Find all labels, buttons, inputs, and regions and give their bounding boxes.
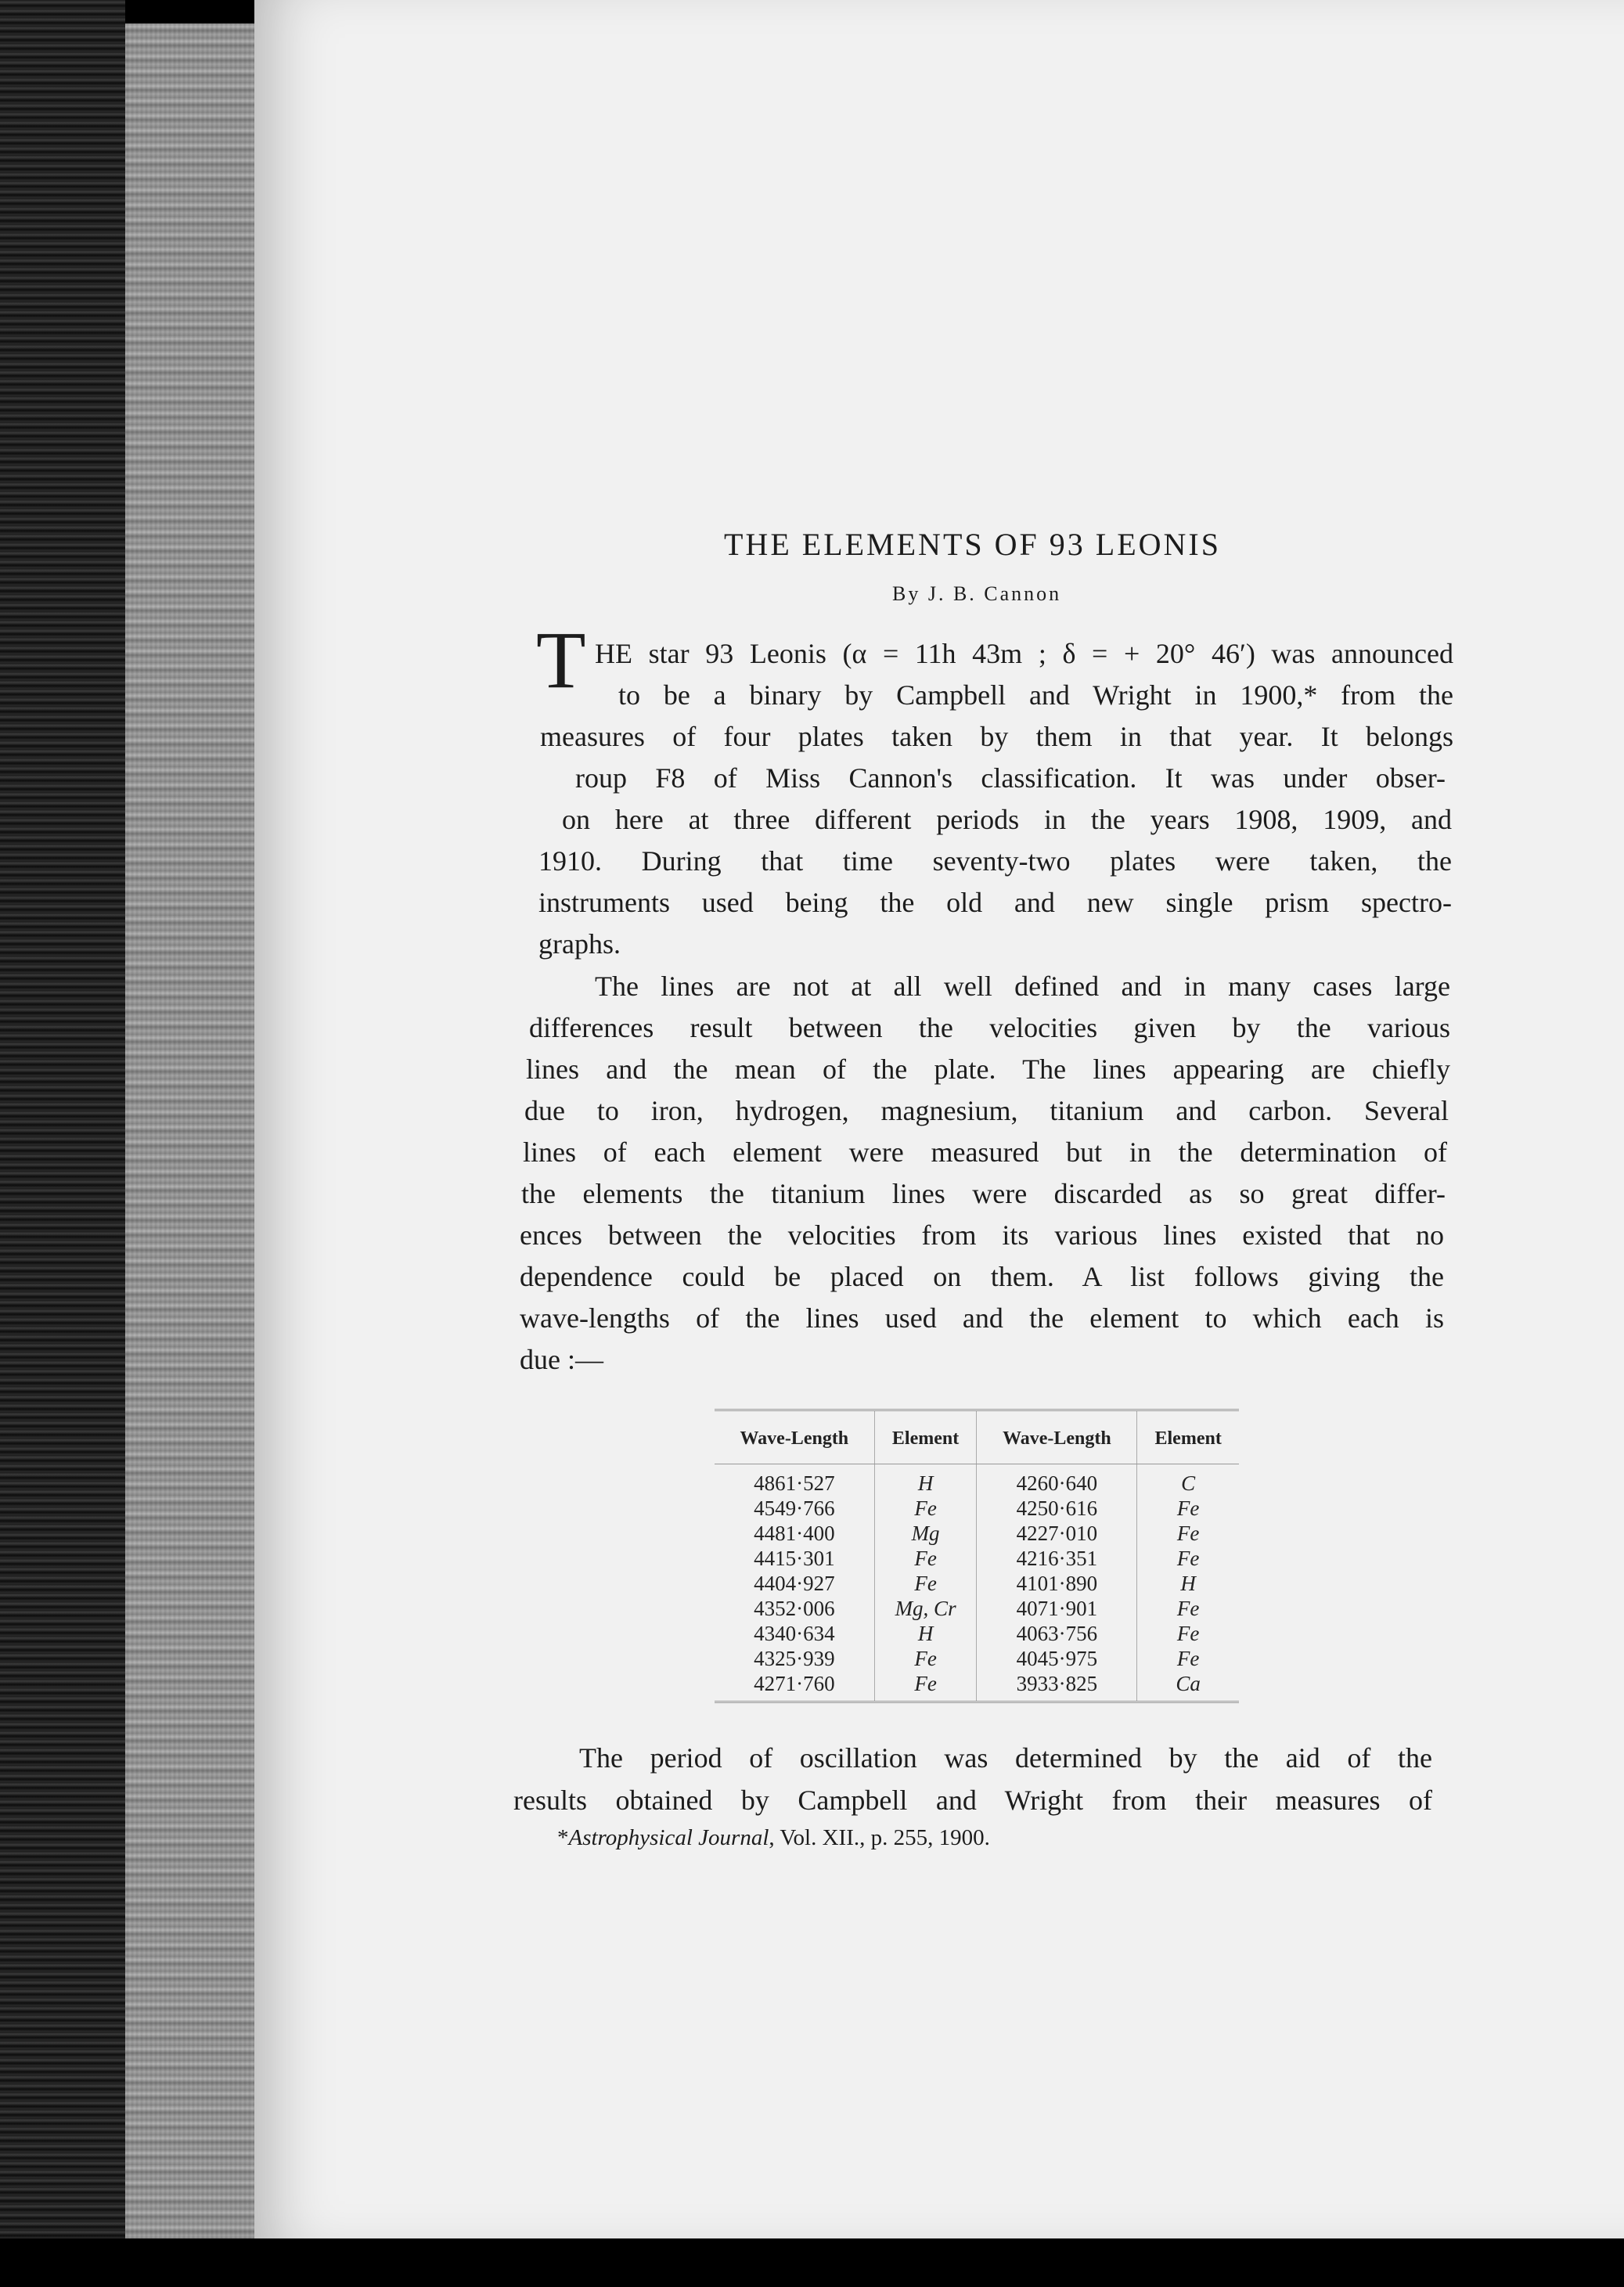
paragraph-line: on here at three different periods in the years 1908, 1909, and bbox=[562, 804, 1452, 835]
element-cell: Ca bbox=[1176, 1672, 1201, 1695]
paragraph-line: dependence could be placed on them. A list follows giving the bbox=[520, 1261, 1444, 1292]
footnote-marker: * bbox=[557, 1825, 569, 1850]
column-header: Element bbox=[1137, 1410, 1239, 1464]
paragraph-line: The lines are not at all well defined and in many cases large bbox=[595, 971, 1450, 1002]
element-cell: C bbox=[1181, 1471, 1196, 1495]
paragraph-line: measures of four plates taken by them in that year. It belongs bbox=[540, 721, 1453, 752]
table-row bbox=[715, 1671, 1239, 1702]
paragraph-line: graphs. bbox=[538, 928, 621, 960]
element-cell: Fe bbox=[874, 1546, 977, 1571]
paragraph-line: to be a binary by Campbell and Wright in 1900,* from the bbox=[618, 679, 1453, 711]
column-header: Element bbox=[874, 1410, 977, 1464]
paragraph-line: due to iron, hydrogen, magnesium, titanium and carbon. Several bbox=[524, 1095, 1449, 1126]
table-header-row bbox=[715, 1410, 1239, 1464]
element-cell: Mg bbox=[874, 1521, 977, 1546]
column-header: Wave-Length bbox=[977, 1410, 1137, 1464]
table-row bbox=[715, 1521, 1239, 1546]
paragraph-line: HE star 93 Leonis (α = 11h 43m ; δ = + 20° 46′) was announced bbox=[595, 638, 1453, 669]
table-row bbox=[715, 1571, 1239, 1596]
wavelength-cell: 4045·975 bbox=[977, 1646, 1137, 1671]
element-cell: Mg, Cr bbox=[874, 1596, 977, 1621]
element-cell: Fe bbox=[1176, 1496, 1200, 1520]
paragraph-line: due :— bbox=[520, 1344, 603, 1375]
wavelength-cell: 4216·351 bbox=[977, 1546, 1137, 1571]
wavelength-cell: 4352·006 bbox=[715, 1596, 874, 1621]
element-cell: Fe bbox=[1176, 1547, 1200, 1570]
paragraph-line: ences between the velocities from its various lines existed that no bbox=[520, 1219, 1444, 1251]
article-byline: By J. B. Cannon bbox=[892, 582, 1062, 605]
article-title: THE ELEMENTS OF 93 LEONIS bbox=[724, 527, 1221, 562]
wavelength-cell: 4271·760 bbox=[715, 1671, 874, 1702]
element-cell: Fe bbox=[1176, 1622, 1200, 1645]
wavelength-cell: 4101·890 bbox=[977, 1571, 1137, 1596]
element-cell: Fe bbox=[874, 1646, 977, 1671]
paragraph-line: wave-lengths of the lines used and the element to which each is bbox=[520, 1302, 1444, 1334]
paragraph-line: the elements the titanium lines were discarded as so great differ- bbox=[521, 1178, 1446, 1209]
wavelength-cell: 4481·400 bbox=[715, 1521, 874, 1546]
table-row bbox=[715, 1546, 1239, 1571]
drop-cap: T bbox=[536, 615, 586, 705]
paragraph-line: results obtained by Campbell and Wright from their measures of bbox=[513, 1785, 1432, 1816]
paragraph-line: instruments used being the old and new single prism spectro- bbox=[538, 887, 1452, 918]
paragraph-line: roup F8 of Miss Cannon's classification. It was under obser- bbox=[575, 762, 1446, 794]
paragraph-line: differences result between the velocities given by the various bbox=[529, 1012, 1450, 1043]
paragraph-line: lines and the mean of the plate. The lines appearing are chiefly bbox=[526, 1053, 1450, 1085]
wavelength-cell: 3933·825 bbox=[977, 1671, 1137, 1702]
wavelength-cell: 4250·616 bbox=[977, 1496, 1137, 1521]
footnote bbox=[557, 1825, 990, 1851]
element-cell: Fe bbox=[874, 1496, 977, 1521]
column-header: Wave-Length bbox=[715, 1410, 874, 1464]
paragraph-line: The period of oscillation was determined by the aid of the bbox=[579, 1742, 1432, 1774]
wavelength-table bbox=[715, 1409, 1239, 1703]
wavelength-cell: 4260·640 bbox=[977, 1464, 1137, 1496]
footnote-citation: , Vol. XII., p. 255, 1900. bbox=[769, 1825, 990, 1850]
element-cell: Fe bbox=[1176, 1597, 1200, 1620]
wavelength-cell: 4071·901 bbox=[977, 1596, 1137, 1621]
wavelength-cell: 4227·010 bbox=[977, 1521, 1137, 1546]
element-cell: Fe bbox=[1176, 1522, 1200, 1545]
wavelength-cell: 4063·756 bbox=[977, 1621, 1137, 1646]
table-row bbox=[715, 1596, 1239, 1621]
element-cell: H bbox=[874, 1621, 977, 1646]
element-cell: Fe bbox=[874, 1571, 977, 1596]
wavelength-cell: 4325·939 bbox=[715, 1646, 874, 1671]
table-row bbox=[715, 1496, 1239, 1521]
wavelength-cell: 4861·527 bbox=[715, 1464, 874, 1496]
wavelength-cell: 4340·634 bbox=[715, 1621, 874, 1646]
element-cell: Fe bbox=[1176, 1647, 1200, 1670]
element-cell: Fe bbox=[874, 1671, 977, 1702]
paragraph-line: 1910. During that time seventy-two plates were taken, the bbox=[538, 845, 1452, 877]
footnote-journal: Astrophysical Journal bbox=[568, 1825, 769, 1850]
table-row bbox=[715, 1464, 1239, 1496]
table-row bbox=[715, 1621, 1239, 1646]
wavelength-cell: 4415·301 bbox=[715, 1546, 874, 1571]
element-cell: H bbox=[874, 1464, 977, 1496]
paragraph-line: lines of each element were measured but in the determination of bbox=[523, 1136, 1447, 1168]
wavelength-cell: 4549·766 bbox=[715, 1496, 874, 1521]
table-row bbox=[715, 1646, 1239, 1671]
element-cell: H bbox=[1180, 1572, 1196, 1595]
wavelength-cell: 4404·927 bbox=[715, 1571, 874, 1596]
